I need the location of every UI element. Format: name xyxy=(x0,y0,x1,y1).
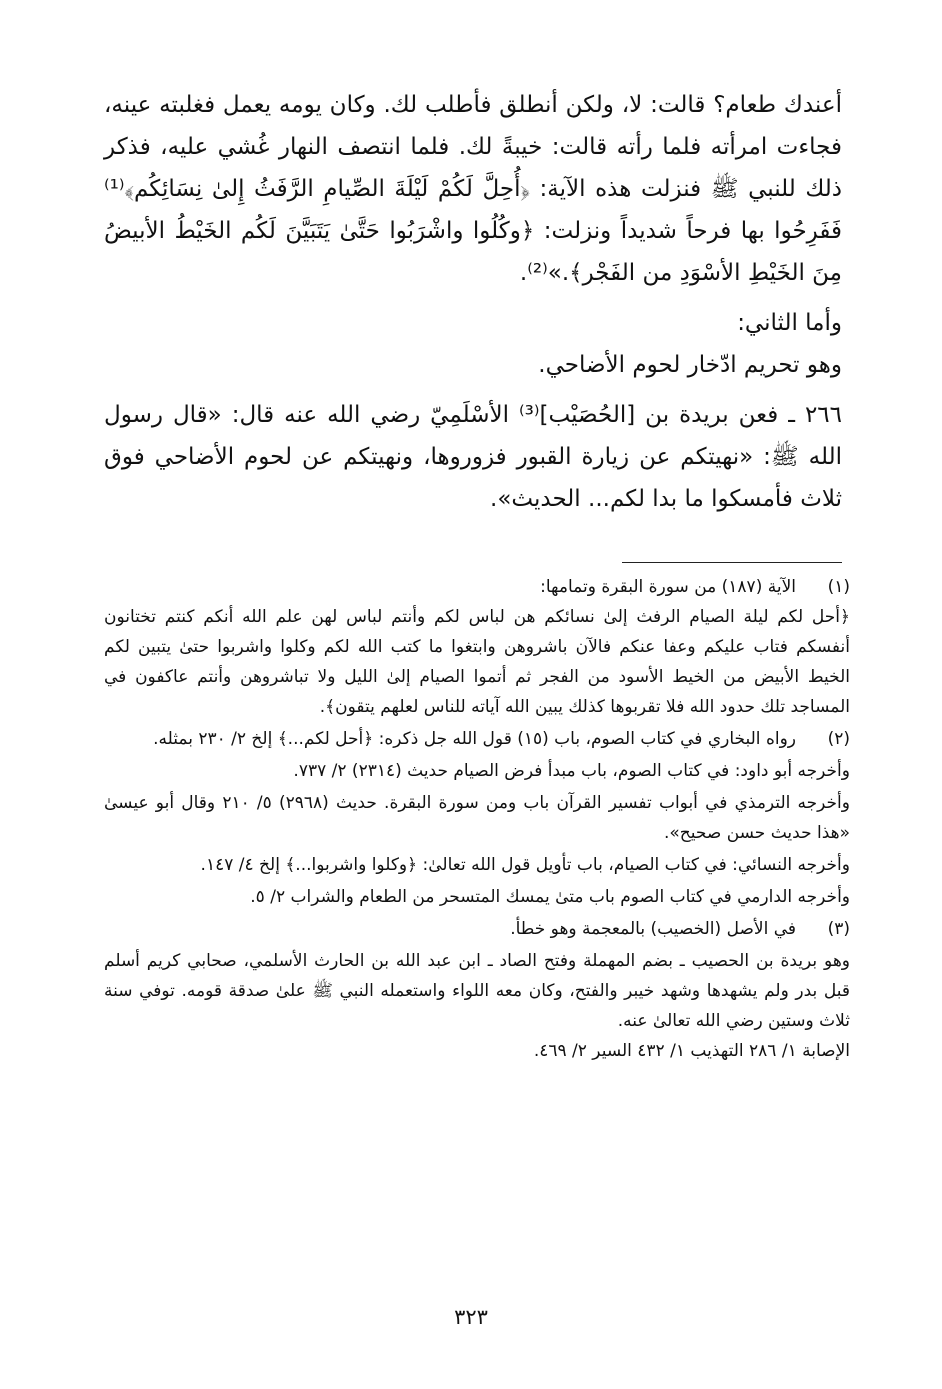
section-subheading: وهو تحريم ادّخار لحوم الأضاحي. xyxy=(538,352,842,378)
footnote-line: الآية (١٨٧) من سورة البقرة وتمامها: xyxy=(540,577,796,597)
footnote-extra: وأخرجه النسائي: في كتاب الصيام، باب تأويل قول الله تعالىٰ: ﴿وكلوا واشربوا...﴾ إلخ ٤/ ١٤٧. xyxy=(200,855,850,875)
footnote-body xyxy=(104,914,796,944)
footnote-body xyxy=(104,724,796,754)
main-text xyxy=(104,84,842,520)
footnote-number: (٣) xyxy=(827,919,850,939)
page-number: ٣٢٣ xyxy=(454,1305,488,1329)
footnotes xyxy=(104,572,850,1068)
section-heading-second: وأما الثاني: xyxy=(737,310,842,336)
footnote-line: رواه البخاري في كتاب الصوم، باب (١٥) قول الله جل ذكره: ﴿أحل لكم...﴾ إلخ ٢/ ٢٣٠ بمثله. xyxy=(153,729,796,749)
paragraph-continuation: أعندك طعام؟ قالت: لا، ولكن أنطلق فأطلب لك. وكان يومه يعمل فغلبته عينه، فجاءت امرأته فلما رأته قالت: خيبةً لك. فلما انتصف النهار غُشي عليه، فذكر ذلك للنبي ﷺ فنزلت هذه الآية: ﴿أُحِلَّ لَكُمْ لَيْلَةَ الصِّيامِ الرَّفَثُ إِلىٰ نِسَائِكُم﴾⁽¹⁾ فَفَرِحُوا بها فرحاً شديداً ونزلت: ﴿وكُلُوا واشْرَبُوا حَتَّىٰ يَتَبَيَّنَ لَكُم الخَيْطُ الأبيضُ مِنَ الخَيْطِ الأسْوَدِ من الفَجْر﴾.»⁽²⁾. xyxy=(104,92,842,286)
footnote-extra: وأخرجه أبو داود: في كتاب الصوم، باب مبدأ فرض الصيام حديث (٢٣١٤) ٢/ ٧٣٧. xyxy=(293,761,850,781)
footnote-number: (١) xyxy=(827,577,850,597)
footnote-2 xyxy=(104,724,850,912)
footnote-references: الإصابة ١/ ٢٨٦ التهذيب ١/ ٤٣٢ السير ٢/ ٤٦٩. xyxy=(533,1041,850,1061)
hadith-266: ٢٦٦ ـ فعن بريدة بن [الحُصَيْب]⁽³⁾ الأسْلَمِيّ رضي الله عنه قال: «قال رسول الله ﷺ: «نهيتكم عن زيارة القبور فزوروها، ونهيتكم عن لحوم الأضاحي فوق ثلاث فأمسكوا ما بدا لكم... الحديث». xyxy=(104,402,842,512)
footnote-3 xyxy=(104,914,850,1066)
footnote-body xyxy=(104,572,796,602)
footnote-divider xyxy=(622,562,842,563)
footnote-extra: وهو بريدة بن الحصيب ـ بضم المهملة وفتح الصاد ـ ابن عبد الله بن الحارث الأسلمي، صحابي كريم أسلم قبل بدر ولم يشهدها وشهد خيبر والفتح، وكان معه اللواء واستعمله النبي ﷺ علىٰ صدقة قومه. توفي سنة ثلاث وستين رضي الله تعالىٰ عنه. xyxy=(104,951,850,1031)
footnote-extra: وأخرجه الدارمي في كتاب الصوم باب متىٰ يمسك المتسحر من الطعام والشراب ٢/ ٥. xyxy=(250,887,850,907)
footnote-number: (٢) xyxy=(827,729,850,749)
footnote-verse-text: ﴿أحل لكم ليلة الصيام الرفث إلىٰ نسائكم هن لباس لكم وأنتم لباس لهن علم الله أنكم كنتم تختانون أنفسكم فتاب عليكم وعفا عنكم فالآن باشروهن وابتغوا ما كتب الله لكم وكلوا واشربوا حتىٰ يتبين لكم الخيط الأبيض من الخيط الأسود من الفجر ثم أتموا الصيام إلىٰ الليل ولا تباشروهن وأنتم عاكفون في المساجد تلك حدود الله فلا تقربوها كذلك يبين الله آياته للناس لعلهم يتقون﴾. xyxy=(104,607,850,717)
footnote-1 xyxy=(104,572,850,722)
footnote-line: في الأصل (الخصيب) بالمعجمة وهو خطأ. xyxy=(510,919,796,939)
footnote-extra: وأخرجه الترمذي في أبواب تفسير القرآن باب ومن سورة البقرة. حديث (٢٩٦٨) ٥/ ٢١٠ وقال أبو عيسىٰ «هذا حديث حسن صحيح». xyxy=(104,793,850,843)
